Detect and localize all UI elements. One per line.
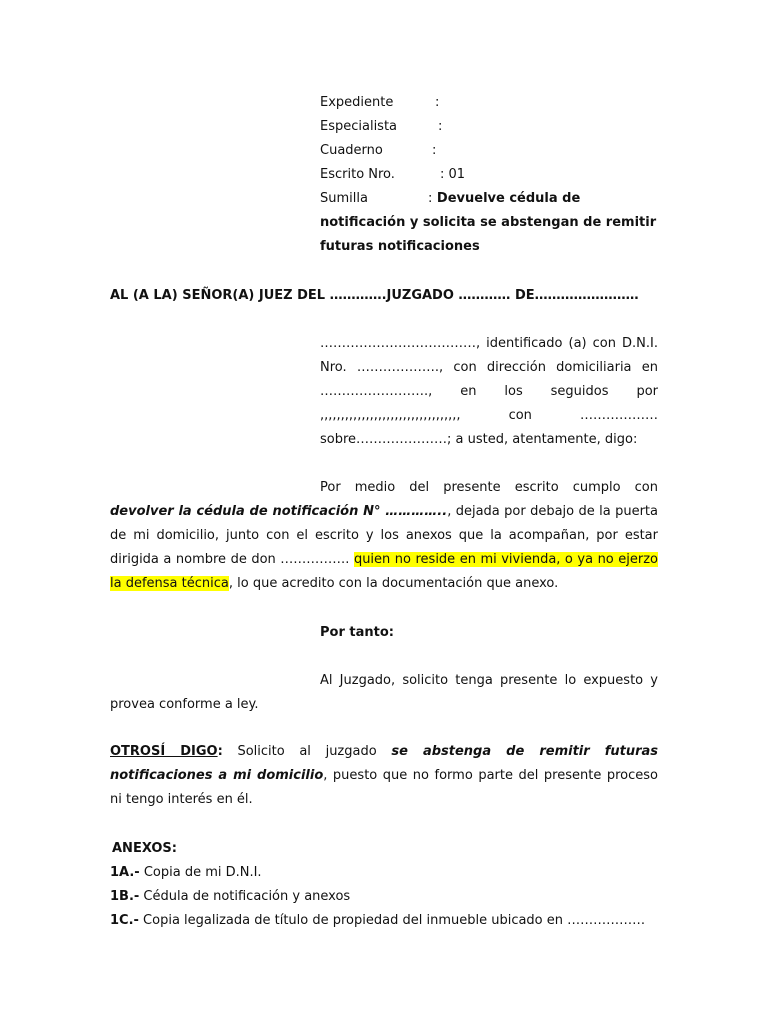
intro-paragraph: ………………………………, identificado (a) con D.N.I. Nro. ………………., con dirección domiciliaria en ……………………., en los seguidos por ,,,,,,,,,,,,,,,,,,,,,,,,,,,,,,,,,, con ……………… sobre…………………; a usted, atentamente, digo: xyxy=(320,336,658,447)
expediente-label: Expediente xyxy=(320,95,394,110)
request-paragraph: Al Juzgado, solicito tenga presente lo expuesto y provea conforme a ley. xyxy=(110,673,658,712)
body-paragraph xyxy=(110,476,658,596)
por-tanto-heading: Por tanto: xyxy=(320,625,394,640)
body-text-3: , lo que acredito con la documentación que anexo. xyxy=(228,576,559,591)
body-text-2: , dejada por debajo de la puerta de mi domicilio, junto con el escrito y los anexos que la acompañan, por estar dirigida a nombre de don ……………. xyxy=(110,504,658,567)
escrito-colon: : 01 xyxy=(440,167,466,182)
anexo-item xyxy=(110,885,645,909)
especialista-row xyxy=(320,115,660,139)
otrosi-text-2: , puesto que no formo parte del presente proceso ni tengo interés en él. xyxy=(110,768,658,807)
anexos-title: ANEXOS: xyxy=(112,841,177,856)
case-header xyxy=(320,91,660,259)
anexo-text: Cédula de notificación y anexos xyxy=(139,889,351,904)
body-text-1: Por medio del presente escrito cumplo con xyxy=(320,480,658,495)
otrosi-label: OTROSÍ DIGO xyxy=(110,744,218,759)
sumilla-row xyxy=(320,187,660,259)
expediente-colon: : xyxy=(435,95,440,110)
escrito-row xyxy=(320,163,660,187)
otrosi-text-1: Solicito al juzgado xyxy=(222,744,392,759)
anexo-item xyxy=(110,861,645,885)
otrosi-emphasis: se abstenga de remitir futuras notificaciones a mi domicilio xyxy=(110,744,659,783)
anexo-code: 1B.- xyxy=(110,889,140,904)
cuaderno-colon: : xyxy=(432,143,437,158)
especialista-colon: : xyxy=(438,119,443,134)
addressee: AL (A LA) SEÑOR(A) JUEZ DEL ………….JUZGADO ………… DE…………………… xyxy=(110,288,639,303)
especialista-label: Especialista xyxy=(320,119,398,134)
sumilla-text: Devuelve cédula de notificación y solicita se abstengan de remitir futuras notificaciones xyxy=(320,191,657,254)
anexo-code: 1A.- xyxy=(110,865,140,880)
anexo-text: Copia de mi D.N.I. xyxy=(139,865,262,880)
cuaderno-row xyxy=(320,139,660,163)
expediente-row xyxy=(320,91,660,115)
anexo-item xyxy=(110,909,645,933)
otrosi-paragraph xyxy=(110,740,658,812)
sumilla-label: Sumilla xyxy=(320,191,368,206)
sumilla-colon: : xyxy=(428,191,433,206)
cuaderno-label: Cuaderno xyxy=(320,143,383,158)
anexo-code: 1C.- xyxy=(110,913,139,928)
anexo-text: Copia legalizada de título de propiedad del inmueble ubicado en ……………… xyxy=(138,913,646,928)
body-highlight: quien no reside en mi vivienda, o ya no ejerzo la defensa técnica xyxy=(110,552,659,591)
otrosi-colon: : xyxy=(217,744,223,759)
body-emphasis: devolver la cédula de notificación N° ………….. xyxy=(110,504,448,519)
escrito-label: Escrito Nro. xyxy=(320,167,395,182)
anexos-section xyxy=(110,837,645,933)
